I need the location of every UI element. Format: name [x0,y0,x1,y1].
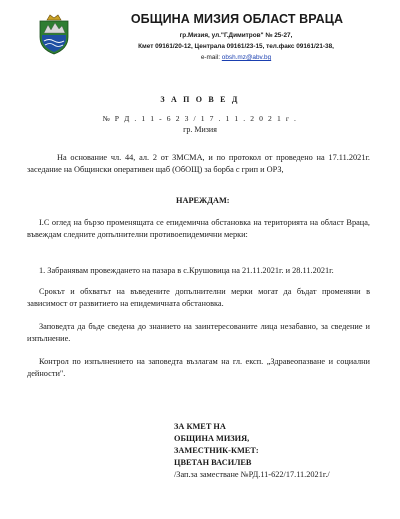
header-address: гр.Мизия, ул."Г.Димитров" № 25-27, [179,32,293,39]
measure-item-1: 1. Забранявам провеждането на пазара в с.Крушовица на 21.11.2021г. и 28.11.2021г. [39,266,334,275]
order-place: гр. Мизия [183,125,217,134]
municipality-title: ОБЩИНА МИЗИЯ ОБЛАСТ ВРАЦА [130,12,344,26]
intro-paragraph: На основание чл. 44, ал. 2 от ЗМСМА, и по протокол от проведено на 17.11.2021г. заседание на Общински оперативен щаб (ОбОЩ) за борба с грип и ОРЗ, [27,153,370,174]
order-title: З А П О В Е Д [160,95,240,104]
signature-line-3: ЗАМЕСТНИК-КМЕТ: [174,446,259,455]
measures-paragraph: I.С оглед на бързо променящата се епидемична обстановка на територията на област Враца, въвеждам следните допълнителни противоепидемични мерки: [27,218,370,239]
header-email-row [80,54,392,61]
email-label: e-mail: [200,54,221,61]
order-number: № Р Д . 1 1 - 6 2 3 / 1 7 . 1 1 . 2 0 2 1 г . [102,114,298,123]
email-link[interactable]: obsh.mz@abv.bg [221,54,272,61]
term-paragraph: Срокът и обхватът на въведените допълнителни мерки могат да бъдат променяни в зависимост от развитието на епидемичната обстановка. [27,287,370,308]
control-paragraph: Контрол по изпълнението на заповедта възлагам на гл. експ. „Здравеопазване и социални дейности". [27,357,370,378]
notify-paragraph: Заповедта да бъде сведена до знанието на заинтересованите лица незабавно, за сведение и изпълнение. [27,322,370,343]
signature-reference: /Зап.за заместване №РД.11-622/17.11.2021г./ [174,470,330,479]
municipality-crest-icon [38,13,70,55]
signature-line-1: ЗА КМЕТ НА [174,422,226,431]
signatory-name: ЦВЕТАН ВАСИЛЕВ [174,458,252,467]
decree-heading: НАРЕЖДАМ: [176,196,230,205]
header-phones: Кмет 09161/20-12, Централа 09161/23-15, тел.факс 09161/21-38, [138,43,334,50]
signature-line-2: ОБЩИНА МИЗИЯ, [174,434,250,443]
